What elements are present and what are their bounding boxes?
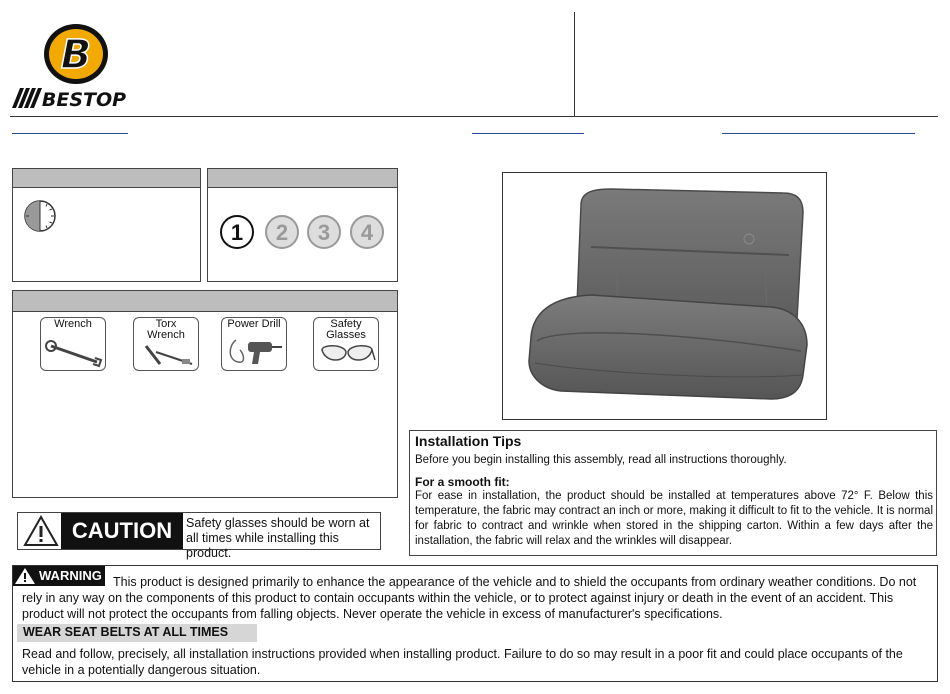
skill-level-2: 2 — [265, 215, 299, 249]
skill-level-1: 1 — [220, 215, 254, 249]
seatbelt-heading-band — [17, 624, 257, 642]
logo-wordmark: BESTOP — [41, 89, 127, 111]
skill-level-4: 4 — [350, 215, 384, 249]
tool-label: Wrench — [54, 318, 92, 330]
time-panel-header — [13, 169, 200, 188]
installation-tips-intro: Before you begin installing this assembly, read all instructions thoroughly. — [415, 454, 787, 466]
logo-letter: B — [60, 32, 92, 78]
tool-label: Power Drill — [227, 318, 281, 330]
header-rule — [10, 116, 938, 117]
caution-box — [17, 512, 381, 560]
header-blue-rule-2 — [472, 133, 584, 134]
tool-label: Torx Wrench — [147, 318, 185, 341]
tool-torx-wrench — [133, 317, 199, 371]
torx-wrench-icon — [138, 342, 196, 368]
warning-text: This product is designed primarily to enhance the appearance of the vehicle and to shield the occupants from ordinary weather conditions. Do not rely in any way on the components of this product to contain occupants within the vehicle, or to protect against injury or death in the event of an accident. This product will not protect the occupants from falling objects. Never operate the vehicle in excess of manufacturer's specifications. — [22, 575, 917, 621]
installation-tips-subtitle: For a smooth fit: — [415, 475, 510, 489]
seatbelt-heading: WEAR SEAT BELTS AT ALL TIMES — [23, 625, 229, 639]
skill-level-header — [208, 169, 397, 188]
wrench-icon — [45, 338, 103, 368]
bench-seat-image — [521, 185, 811, 411]
caution-text: Safety glasses should be worn at all times while installing this product. — [186, 516, 370, 560]
caution-triangle-icon — [23, 515, 59, 547]
power-drill-icon — [226, 334, 284, 368]
tool-label: Safety Glasses — [326, 318, 366, 341]
tools-panel — [12, 290, 398, 498]
header-blue-rule-1 — [12, 133, 128, 134]
tool-power-drill — [221, 317, 287, 371]
skill-level-panel — [207, 168, 398, 282]
tool-wrench — [40, 317, 106, 371]
caution-label: CAUTION — [61, 513, 183, 549]
installation-tips-body: For ease in installation, the product should be installed at temperatures above 72° F. Below this temperature, the fabric may contract an inch or more, making it difficult to fit to the vehicle. It is normal for fabric to contract and wrinkle when stored in the shipping carton. Within a few days after the installation, the fabric will relax and the wrinkles will disappear. — [415, 490, 933, 547]
header-blue-rule-3 — [722, 133, 915, 134]
warning-box — [12, 565, 938, 682]
tools-panel-header — [13, 291, 397, 312]
tool-safety-glasses — [313, 317, 379, 371]
header-divider — [574, 12, 575, 116]
warning-label-text: WARNING — [39, 568, 102, 583]
safety-glasses-icon — [318, 342, 376, 368]
bestop-logo-mark — [10, 18, 130, 112]
seatbelt-text: Read and follow, precisely, all installation instructions provided when installing product. Failure to do so may result in a poor fit and could place occupants of the vehicle in a potentially dangerous situation. — [22, 647, 903, 677]
clock-icon — [23, 199, 57, 233]
installation-tips-title: Installation Tips — [415, 433, 522, 449]
product-image-frame — [502, 172, 827, 420]
bestop-logo — [10, 18, 130, 112]
skill-level-3: 3 — [307, 215, 341, 249]
time-panel — [12, 168, 201, 282]
installation-tips-box — [409, 430, 937, 556]
